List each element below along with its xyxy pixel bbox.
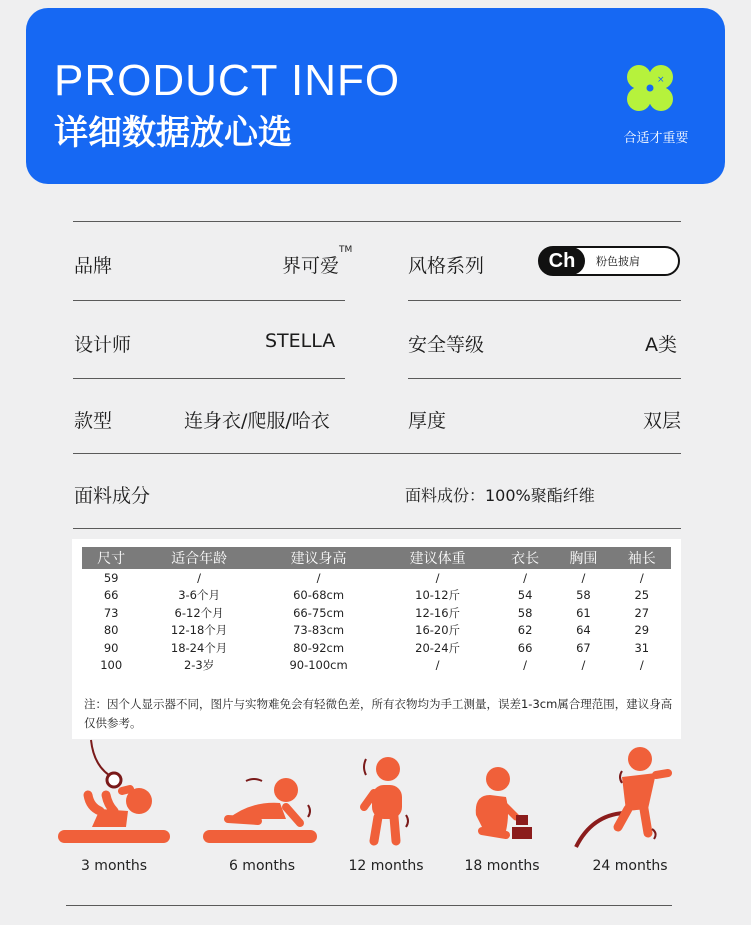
baby-running-icon: [572, 745, 672, 850]
style-badge: [538, 246, 680, 276]
brand-value: 界可爱™: [282, 245, 353, 277]
stage-label: 6 months: [228, 858, 296, 874]
table-row: [82, 604, 671, 622]
table-cell: 60-68cm: [293, 588, 345, 603]
designer-value: STELLA: [265, 330, 336, 352]
col-header: 胸围: [554, 547, 612, 569]
table-cell: 27: [634, 605, 650, 620]
table-cell: 54: [517, 588, 533, 603]
style-label: 风格系列: [408, 255, 485, 277]
stage-label: 18 months: [464, 858, 540, 874]
divider: [408, 300, 681, 301]
size-table: [82, 547, 671, 674]
hero-title-en: PRODUCT INFO: [54, 56, 401, 105]
safety-label: 安全等级: [408, 334, 485, 356]
baby-crawling-icon: [200, 745, 320, 850]
table-cell: /: [639, 658, 644, 673]
table-cell: 29: [634, 623, 650, 638]
table-cell: /: [197, 570, 202, 585]
table-cell: 20-24斤: [415, 640, 461, 655]
size-table-header: [82, 547, 671, 569]
table-cell: 66: [103, 588, 119, 603]
table-cell: 62: [517, 623, 533, 638]
baby-lying-icon: [56, 745, 172, 850]
trademark-mark: TM: [339, 245, 353, 255]
safety-value: A类: [645, 334, 677, 356]
table-cell: 12-18个月: [170, 623, 228, 638]
table-cell: 90: [103, 640, 119, 655]
divider: [408, 378, 681, 379]
table-cell: 59: [103, 570, 119, 585]
table-cell: 66: [517, 640, 533, 655]
stage-label: 12 months: [348, 858, 424, 874]
divider: [73, 221, 681, 222]
stage-18-months: [466, 745, 538, 860]
size-table-panel: [72, 539, 681, 739]
designer-label: 设计师: [74, 334, 132, 356]
divider: [73, 528, 681, 529]
stage-24-months: [572, 745, 672, 860]
table-cell: /: [435, 658, 440, 673]
table-row: [82, 569, 671, 587]
divider: [73, 378, 345, 379]
divider: [73, 300, 345, 301]
table-cell: 16-20斤: [415, 623, 461, 638]
table-cell: 64: [576, 623, 591, 638]
stage-label: 3 months: [80, 858, 148, 874]
table-cell: 58: [517, 605, 533, 620]
table-cell: /: [581, 658, 586, 673]
table-row: [82, 657, 671, 675]
table-cell: 2-3岁: [183, 658, 215, 673]
style-badge-text: 粉色披肩: [596, 255, 640, 268]
table-cell: /: [435, 570, 440, 585]
table-cell: 67: [576, 640, 591, 655]
table-cell: 80-92cm: [293, 640, 345, 655]
table-cell: 31: [634, 640, 650, 655]
type-value: 连身衣/爬服/哈衣: [184, 410, 330, 432]
table-cell: /: [523, 570, 528, 585]
table-row: [82, 587, 671, 605]
table-cell: 25: [634, 588, 650, 603]
col-header: 袖长: [613, 547, 671, 569]
table-cell: 80: [103, 623, 119, 638]
divider: [73, 453, 681, 454]
baby-standing-icon: [356, 745, 416, 850]
baby-playing-blocks-icon: [466, 745, 538, 850]
fabric-value: 面料成份：100%聚酯纤维: [405, 486, 595, 505]
table-cell: 18-24个月: [170, 640, 228, 655]
table-cell: 66-75cm: [293, 605, 345, 620]
thickness-value: 双层: [643, 410, 682, 432]
table-cell: 100: [100, 658, 123, 673]
hero-banner: [26, 8, 725, 184]
brand-label: 品牌: [74, 255, 113, 277]
table-cell: 6-12个月: [174, 605, 224, 620]
size-note: 注：因个人显示器不同，图片与实物难免会有轻微色差，所有衣物均为手工测量，误差1-3cm属合理范围，建议身高仅供参考。: [84, 697, 673, 730]
style-badge-mark: Ch: [539, 247, 585, 275]
table-row: [82, 622, 671, 640]
clover-logo-icon: [624, 62, 676, 114]
svg-text:×: ×: [657, 75, 665, 85]
table-cell: 12-16斤: [415, 605, 461, 620]
type-label: 款型: [74, 410, 113, 432]
col-header: 建议身高: [258, 547, 379, 569]
stage-label: 24 months: [592, 858, 668, 874]
stage-3-months: [56, 745, 172, 860]
table-cell: 58: [576, 588, 591, 603]
table-cell: /: [316, 570, 321, 585]
table-cell: 90-100cm: [289, 658, 348, 673]
hero-tagline: 合适才重要: [623, 131, 689, 146]
table-cell: 73: [103, 605, 119, 620]
col-header: 建议体重: [379, 547, 496, 569]
table-cell: 3-6个月: [178, 588, 220, 603]
table-cell: 10-12斤: [415, 588, 461, 603]
stage-12-months: [356, 745, 416, 860]
hero-title-cn: 详细数据放心选: [54, 113, 292, 153]
table-cell: /: [523, 658, 528, 673]
col-header: 适合年龄: [140, 547, 258, 569]
table-cell: 61: [576, 605, 591, 620]
thickness-label: 厚度: [408, 410, 447, 432]
table-cell: /: [581, 570, 586, 585]
table-cell: 73-83cm: [293, 623, 345, 638]
stage-6-months: [200, 745, 320, 860]
col-header: 衣长: [496, 547, 554, 569]
divider: [66, 905, 672, 906]
table-row: [82, 639, 671, 657]
table-cell: /: [639, 570, 644, 585]
fabric-label: 面料成分: [74, 485, 151, 507]
col-header: 尺寸: [82, 547, 140, 569]
